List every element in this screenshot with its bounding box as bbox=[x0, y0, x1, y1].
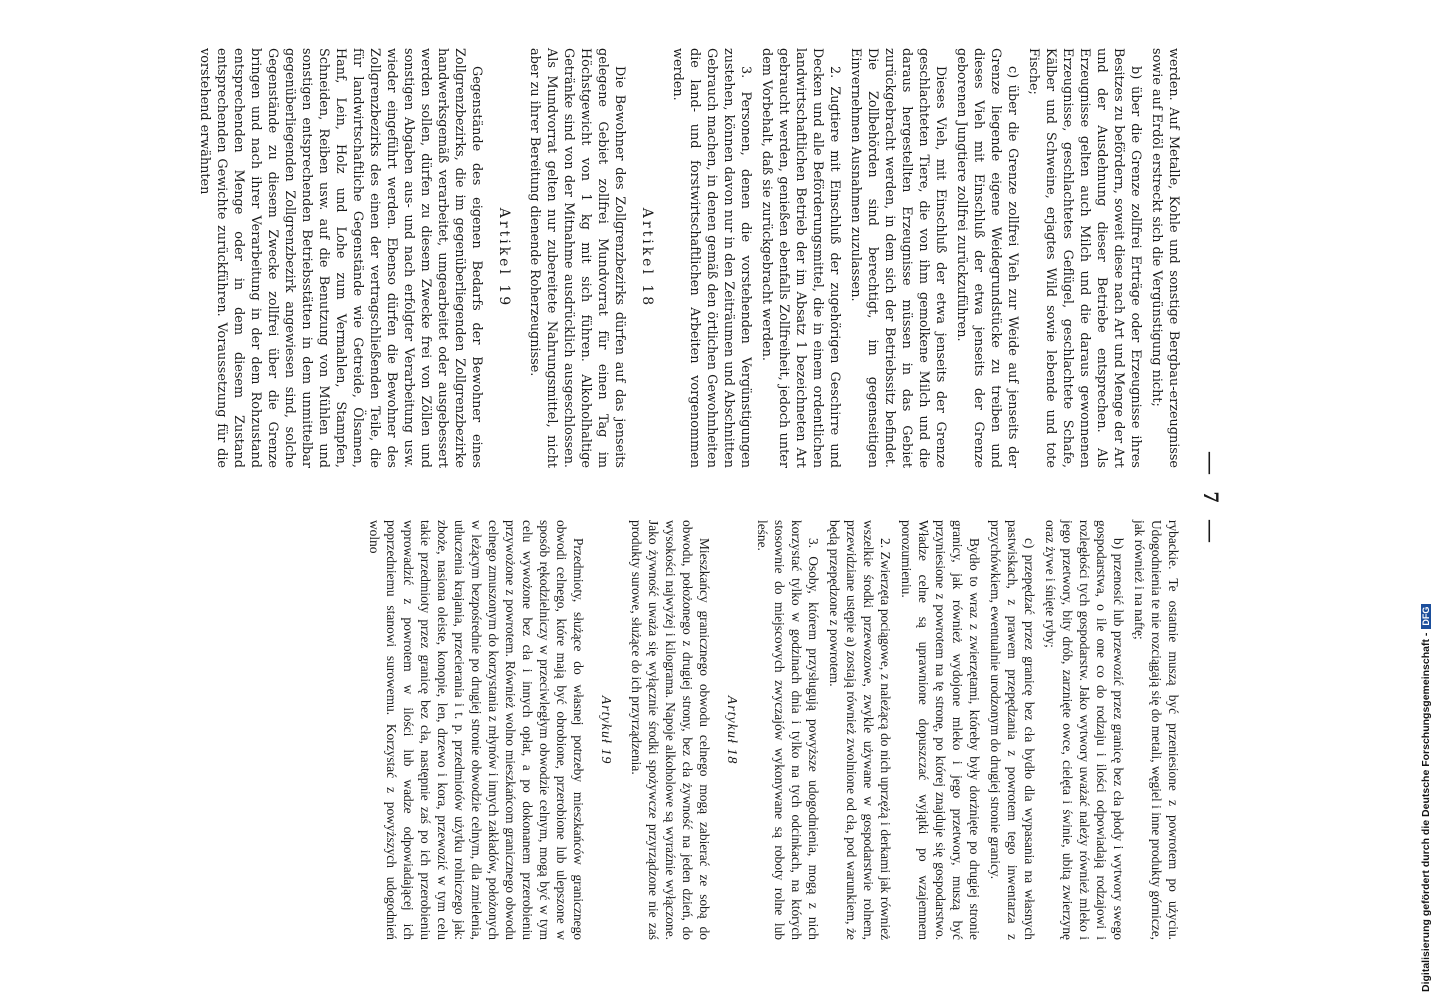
note-text: Digitalisierung gefördert durch die Deutsche Forschungsgemeinschaft - bbox=[1420, 632, 1432, 992]
paragraph: Gegenstände des eigenen Bedarfs der Bewohner eines Zollgrenzbezirks, die im gegenüberliegenden Zollgrenzbezirke handwerksgemäß verarbeitet, umgearbeitet oder ausgebessert werden sollen, dürfen zu diesem Zwecke frei von Zöllen und sonstigen Abgaben aus- und nach erfolgter Verarbeitung usw. wieder eingeführt werden. Ebenso dürfen die Bewohner des Zollgrenzbezirks des einen der vertragschließenden Teile, die für landwirtschaftliche Gegenstände wie Getreide, Ölsamen, Hanf, Lein, Holz und Lohe zum Vermahlen, Stampfen, Schneiden, Reiben usw. auf die Benutzung von Mühlen und sonstigen entsprechenden Betriebsstätten in dem unmittelbar gegenüberliegenden Zollgrenzbezirk angewiesen sind, solche Gegenstände zu diesem Zwecke zollfrei über die Grenze bringen und nach ihrer Verarbeitung in der dem Rohzustand entsprechenden Menge oder in dem diesem Zustand entsprechenden Gewichte zurückführen. Voraussetzung für die vorstehend erwähnten bbox=[197, 48, 484, 468]
german-column bbox=[192, 48, 1182, 468]
paragraph: Bydło to wraz z zwierzętami, któreby były dorżnięte po drugiej stronie granicy, jak również wydojone mleko i jego przetwory, muszą być przyniesione z powrotem na tę stronę, po której znajduje się gospodarstwo. Władze celne są uprawnione dopuszczać wyjątki po wzajemnem porozumieniu. bbox=[899, 520, 982, 940]
article-heading: Artykuł 18 bbox=[724, 695, 739, 765]
article-heading: Artikel 19 bbox=[496, 207, 512, 309]
paragraph: Przedmioty, służące do własnej potrzeby mieszkańców granicznego obwodi celnego, które mają być obrobione, przerobione lub ulepszone w sposób rękodzielniczy w przeciwległym obwodzie celnym, mogą być w tym celu wywożone bez cła i innych opłat, a po dokonanem przerobieniu przywożone z powrotem. Również wolno mieszkańcom granicznego obwodu celnego zmuszonym do korzystania z młynów i innych zakładów, położonych w leżącym bezpośrednie po drugiej stronie obwodzie celnym, dla zmielenia, utłuczenia krajania, przecierania i t. p. przedmiotów użytku rolniczego jak: zboże, nasiona oleiste, konopie, len, drzewo i kora, przewozić w tym celu takie przedmioty przez granicę bez cła, następnie zaś po ich przerobieniu wprowadzić z powrotem w ilości lub wadze odpowiadającej ich poprzedniemu stanowi surowemu. Korzystać z powyższych udogodnień wolno bbox=[367, 520, 586, 940]
page-header: — 7 — bbox=[1199, 452, 1224, 548]
paragraph: 2. Zwierzęta pociągowe, z należącą do nich uprzężą i derkami jak również wszelkie środki przewozowe, zwykle używane w gospodarstwie rolnem, przewidziane ustępie a) zostają również zwolnione od cła, pod warunkiem, że będą przepędzone z powrotem. bbox=[827, 520, 893, 940]
paragraph: b) przenosić lub przewozić przez granicę bez cła płody i wytwory swego gospodarstwa, o ile one co do rodzaju i ilości odpowiadają rodzajowi i rozległości tych gospodarstw. Jako wytwory uważać należy również mleko i jego przetwory, bity drób, zarznięte owce, cielęta i świnie, ubitą zwierzynę oraz żywe i śnięte ryby; bbox=[1043, 520, 1126, 940]
paragraph: werden. Auf Metalle, Kohle und sonstige Bergbau-erzeugnisse sowie auf Erdöl erstreckt sich die Vergünstigung nicht; bbox=[1149, 48, 1181, 468]
paragraph: c) über die Grenze zollfrei Vieh zur Weide auf jenseits der Grenze liegende eigene Weidegrundstücke zu treiben und dieses Vieh mit Einschluß der etwa jenseits der Grenze geborenen Jungtiere zollfrei zurückzuführen. bbox=[954, 48, 1020, 468]
polish-column bbox=[362, 520, 1182, 940]
paragraph: c) przepędzać przez granicę bez cła bydło dla wypasania na własnych pastwiskach, z prawem przepędzania z powrotem tego inwentarza z przychówkiem, ewentualnie urodzonym do drugiej stronie granicy. bbox=[988, 520, 1037, 940]
article-heading: Artykuł 19 bbox=[598, 695, 613, 765]
paragraph: Mieszkańcy granicznego obwodu celnego mogą zabierać ze sobą do obwodu, położonego z drugiej strony, bez cła żywność na jeden dzień, do wysokości najwyżej i kilograma. Napoje alkoholowe są wyraźnie wyłączone. Jako żywność uważa się wyłącznie środki spożywcze przyrządzone nie zaś produkty surowe, służące do ich przyrządzenia. bbox=[629, 520, 712, 940]
paragraph: 2. Zugtiere mit Einschluß der zugehörigen Geschirre und Decken und alle Beförderungsmittel, die in einem ordentlichen landwirtschaftlichen Betrieb der im Absatz 1 bezeichneten Art gebraucht werden, genießen ebenfalls Zollfreiheit, jedoch unter dem Vorbehalt, daß sie zurückgebracht werden. bbox=[759, 48, 842, 468]
dfg-logo: DFG bbox=[1421, 604, 1431, 629]
digitization-note-text bbox=[1420, 8, 1432, 992]
page-number: 7 bbox=[1199, 491, 1224, 509]
paragraph: Dieses Vieh, mit Einschluß der etwa jenseits der Grenze geschlachteten Tiere, die von ihm gemolkene Milch und die daraus hergestellten Erzeugnisse müssen in das Gebiet zurückgebracht werden, in dem sich der Betriebssitz befindet. Die Zollbehörden sind berechtigt, im gegenseitigen Einvernehmen Ausnahmen zuzulassen. bbox=[848, 48, 948, 468]
digitization-note bbox=[1420, 8, 1434, 992]
paragraph: rybackie. Te ostatnie muszą być przeniesione z powrotem po użyciu. Udogodnienia te nie rozciągają się do metali, węgiel i inne produkty górnicze, jak również i na naftę; bbox=[1132, 520, 1181, 940]
paragraph: Die Bewohner des Zollgrenzbezirks dürfen auf das jenseits gelegene Gebiet zollfrei Mundvorrat für einen Tag im Höchstgewicht von 1 kg mit sich führen. Alkoholhaltige Getränke sind von der Mitnahme ausdrücklich ausgeschlossen. Als Mundvorrat gelten nur zubereitete Nahrungsmittel, nicht aber zu ihrer Bereitung dienende Roherzeugnisse. bbox=[527, 48, 627, 468]
article-heading: Artikel 18 bbox=[639, 207, 655, 309]
paragraph: 3. Personen, denen die vorstehenden Vergünstigungen zustehen, können davon nur in den Zeiträumen und Abschnitten Gebrauch machen, in denen gemäß den örtlichen Gewohnheiten die land- und forstwirtschaftlichen Arbeiten vorgenommen werden. bbox=[670, 48, 753, 468]
paragraph: 3. Osoby, którem przysługują powyższe udogodnienia, mogą z nich korzystać tylko w godzinach dnia i tylko na tych odcinkach, na których stosownie do miejscowych zwyczajów wykonywane są roboty rolne lub leśne. bbox=[755, 520, 821, 940]
paragraph: b) über die Grenze zollfrei Erträge oder Erzeugnisse ihres Besitzes zu befördern, soweit diese nach Art und Menge der Art und der Ausdehnung dieser Betriebe entsprechen. Als Erzeugnisse gelten auch Milch und die daraus gewonnenen Erzeugnisse, geschlachtetes Geflügel, geschlachtete Schafe, Kälber und Schweine, erjagtes Wild sowie lebende und tote Fische; bbox=[1026, 48, 1143, 468]
rotated-page bbox=[92, 40, 1242, 960]
